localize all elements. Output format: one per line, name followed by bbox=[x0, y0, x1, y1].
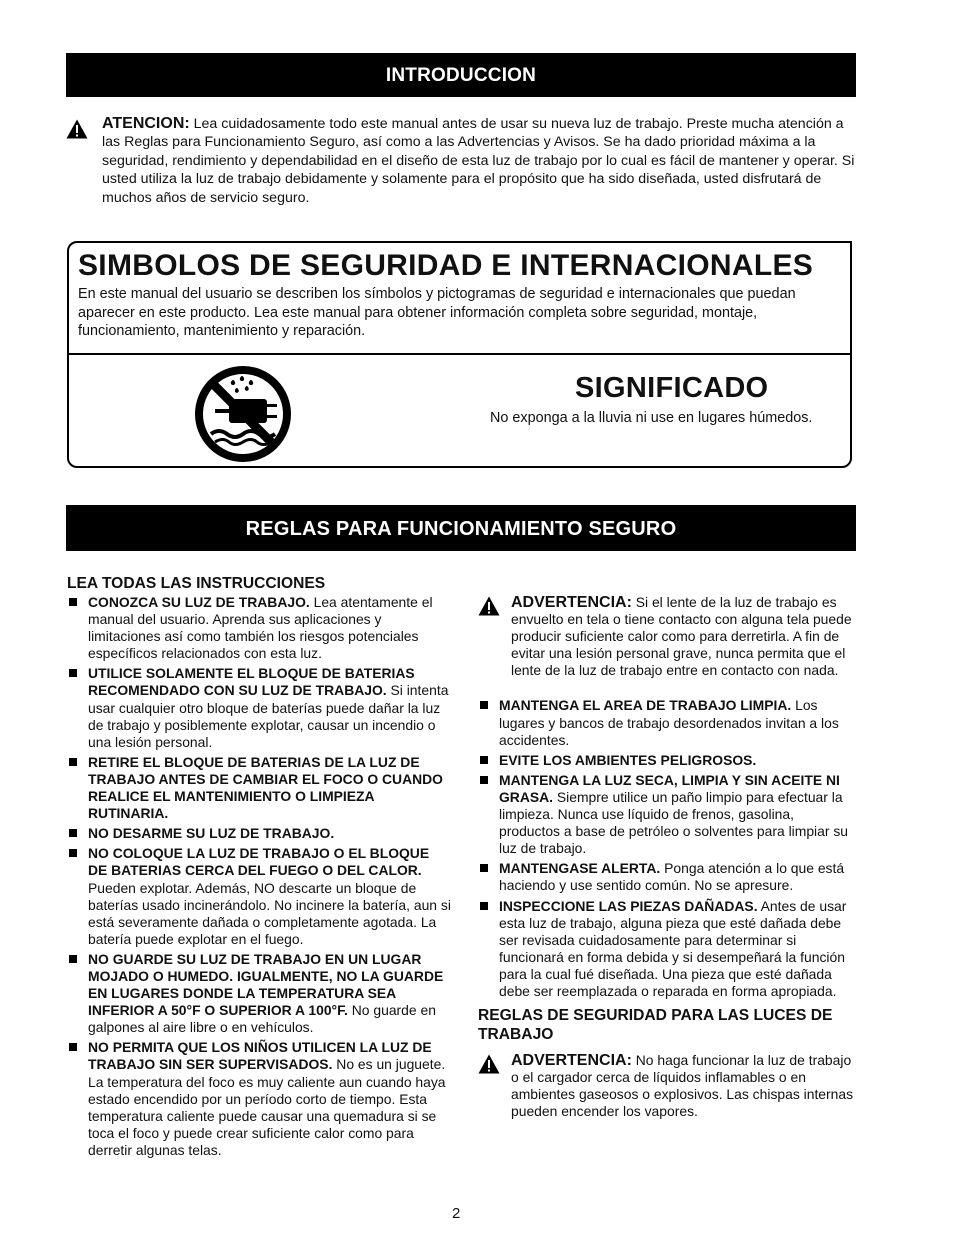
list-item bbox=[67, 1039, 452, 1159]
item-text: Ponga atención a lo que está haciendo y use sentido común. No se apresure. bbox=[499, 860, 845, 894]
item-lead: CONOZCA SU LUZ DE TRABAJO. bbox=[88, 594, 310, 610]
item-lead: MANTENGASE ALERTA. bbox=[499, 860, 661, 877]
list-item bbox=[67, 754, 452, 822]
warning-text: Si el lente de la luz de trabajo es envuelto en tela o tiene contacto con alguna tela puede producir suficiente calor como para derretirla. A fin de evitar una lesión personal grave, nunca permita que el lente de la luz de trabajo entre en contacto con nada. bbox=[511, 594, 852, 679]
item-text: No es un juguete. La temperatura del foco es muy caliente aun cuando haya estado encendido por un período corto de tiempo. Esta temperatura caliente puede causar una quemadura si se toca el foco y puede crear suficiente calor como para derretir algunas telas. bbox=[88, 1056, 446, 1158]
warning-lead: ADVERTENCIA: bbox=[511, 594, 632, 611]
warning-lead: ADVERTENCIA: bbox=[511, 1052, 632, 1070]
warning-block bbox=[478, 594, 858, 679]
symbols-description: En este manual del usuario se describen los símbolos y pictogramas de seguridad e internacionales que puedan aparecer en este producto. Lea este manual para obtener información completa sobre seguridad, montaje, funcionamiento, mantenimiento y reparación. bbox=[78, 286, 796, 340]
item-lead: MANTENGA LA LUZ SECA, LIMPIA Y SIN ACEITE NI GRASA. bbox=[499, 771, 840, 805]
list-item bbox=[67, 825, 452, 842]
list-item bbox=[67, 594, 452, 662]
symbols-divider bbox=[67, 353, 852, 355]
list-item bbox=[67, 665, 452, 750]
item-lead: NO DESARME SU LUZ DE TRABAJO. bbox=[88, 825, 335, 842]
item-text: Siempre utilice un paño limpio para efectuar la limpieza. Nunca use líquido de frenos, gasolina, productos a base de petróleo o solventes para limpiar su luz de trabajo. bbox=[499, 788, 849, 857]
warning-triangle-icon bbox=[478, 1054, 500, 1074]
item-lead: INSPECCIONE LAS PIEZAS DAÑADAS. bbox=[499, 897, 758, 914]
intro-text: Lea cuidadosamente todo este manual antes de usar su nueva luz de trabajo. Preste mucha atención a las Reglas para Funcionamiento Seguro, así como a las Advertencias y Avisos. Se ha dado prioridad máxima a la seguridad, rendimiento y dependabilidad en el diseño de esta luz de trabajo por lo cual es fácil de mantener y operar. Si usted utiliza la luz de trabajo debidamente y solamente para el propósito que ha sido diseñada, usted disfrutará de muchos años de servicio seguro. bbox=[102, 116, 855, 206]
item-text: No guarde en galpones al aire libre o en vehículos. bbox=[88, 1002, 436, 1036]
item-text: Si intenta usar cualquier otro bloque de baterías puede dañar la luz de trabajo y posiblemente explotar, causar un incendio o una lesión personal. bbox=[88, 682, 449, 750]
left-heading: LEA TODAS LAS INSTRUCCIONES bbox=[67, 575, 326, 592]
item-lead: UTILICE SOLAMENTE EL BLOQUE DE BATERIAS RECOMENDADO CON SU LUZ DE TRABAJO. bbox=[88, 665, 415, 699]
list-item bbox=[478, 772, 858, 857]
intro-banner: INTRODUCCION bbox=[66, 53, 856, 97]
item-text: Lea atentamente el manual del usuario. Aprenda sus aplicaciones y limitaciones así como también los riesgos potenciales específicos relacionados con esta luz. bbox=[88, 594, 433, 662]
list-item bbox=[478, 898, 858, 1001]
warning-block bbox=[478, 1052, 858, 1120]
item-text: Los lugares y bancos de trabajo desordenados invitan a los accidentes. bbox=[499, 697, 839, 748]
item-text: Antes de usar esta luz de trabajo, alguna pieza que esté dañada debe ser revisada cuidadosamente para determinar si funcionará en forma debida y si desempeñará la función para la cual fué diseñada. Una pieza que esté dañada debe ser reemplazada o reparada en forma apropiada. bbox=[499, 897, 847, 999]
item-lead: NO COLOQUE LA LUZ DE TRABAJO O EL BLOQUE DE BATERIAS CERCA DEL FUEGO O DEL CALOR. bbox=[88, 845, 430, 879]
list-item bbox=[67, 845, 452, 948]
list-item bbox=[478, 697, 858, 748]
left-column bbox=[67, 574, 452, 1162]
no-wet-locations-icon bbox=[193, 366, 293, 462]
intro-lead: ATENCION: bbox=[102, 115, 190, 132]
page-number: 2 bbox=[452, 1205, 461, 1222]
warning-text: No haga funcionar la luz de trabajo o el cargador cerca de líquidos inflamables o en ambientes gaseosos o explosivos. Las chispas internas pueden encender los vapores. bbox=[511, 1052, 854, 1120]
item-lead: RETIRE EL BLOQUE DE BATERIAS DE LA LUZ DE TRABAJO ANTES DE CAMBIAR EL FOCO O CUANDO REALICE EL MANTENIMIENTO O LIMPIEZA RUTINARIA. bbox=[88, 753, 443, 822]
list-item bbox=[478, 752, 858, 769]
item-lead: NO PERMITA QUE LOS NIÑOS UTILICEN LA LUZ DE TRABAJO SIN SER SUPERVISADOS. bbox=[88, 1039, 432, 1073]
right-heading: REGLAS DE SEGURIDAD PARA LAS LUCES DE TRABAJO bbox=[478, 1007, 833, 1044]
right-column bbox=[478, 594, 858, 1120]
item-lead: MANTENGA EL AREA DE TRABAJO LIMPIA. bbox=[499, 697, 792, 714]
rules-banner: REGLAS PARA FUNCIONAMIENTO SEGURO bbox=[66, 505, 856, 551]
significado-text: No exponga a la lluvia ni use en lugares húmedos. bbox=[490, 410, 813, 426]
list-item bbox=[478, 860, 858, 894]
item-lead: EVITE LOS AMBIENTES PELIGROSOS. bbox=[499, 751, 757, 768]
item-lead: NO GUARDE SU LUZ DE TRABAJO EN UN LUGAR MOJADO O HUMEDO. IGUALMENTE, NO LA GUARDE EN LUGARES DONDE LA TEMPERATURA SEA INFERIOR A 50°F O SUPERIOR A 100°F. bbox=[88, 950, 444, 1019]
item-text: Pueden explotar. Además, NO descarte un bloque de baterías usado incinerándolo. No incinere la batería, aun si está severamente dañada o completamente agotada. La batería puede explotar en el fuego. bbox=[88, 879, 451, 947]
warning-triangle-icon bbox=[66, 119, 88, 139]
warning-triangle-icon bbox=[478, 596, 500, 616]
list-item bbox=[67, 951, 452, 1036]
intro-paragraph bbox=[102, 115, 857, 207]
symbols-title: SIMBOLOS DE SEGURIDAD E INTERNACIONALES bbox=[78, 249, 814, 282]
significado-title: SIGNIFICADO bbox=[575, 372, 769, 404]
